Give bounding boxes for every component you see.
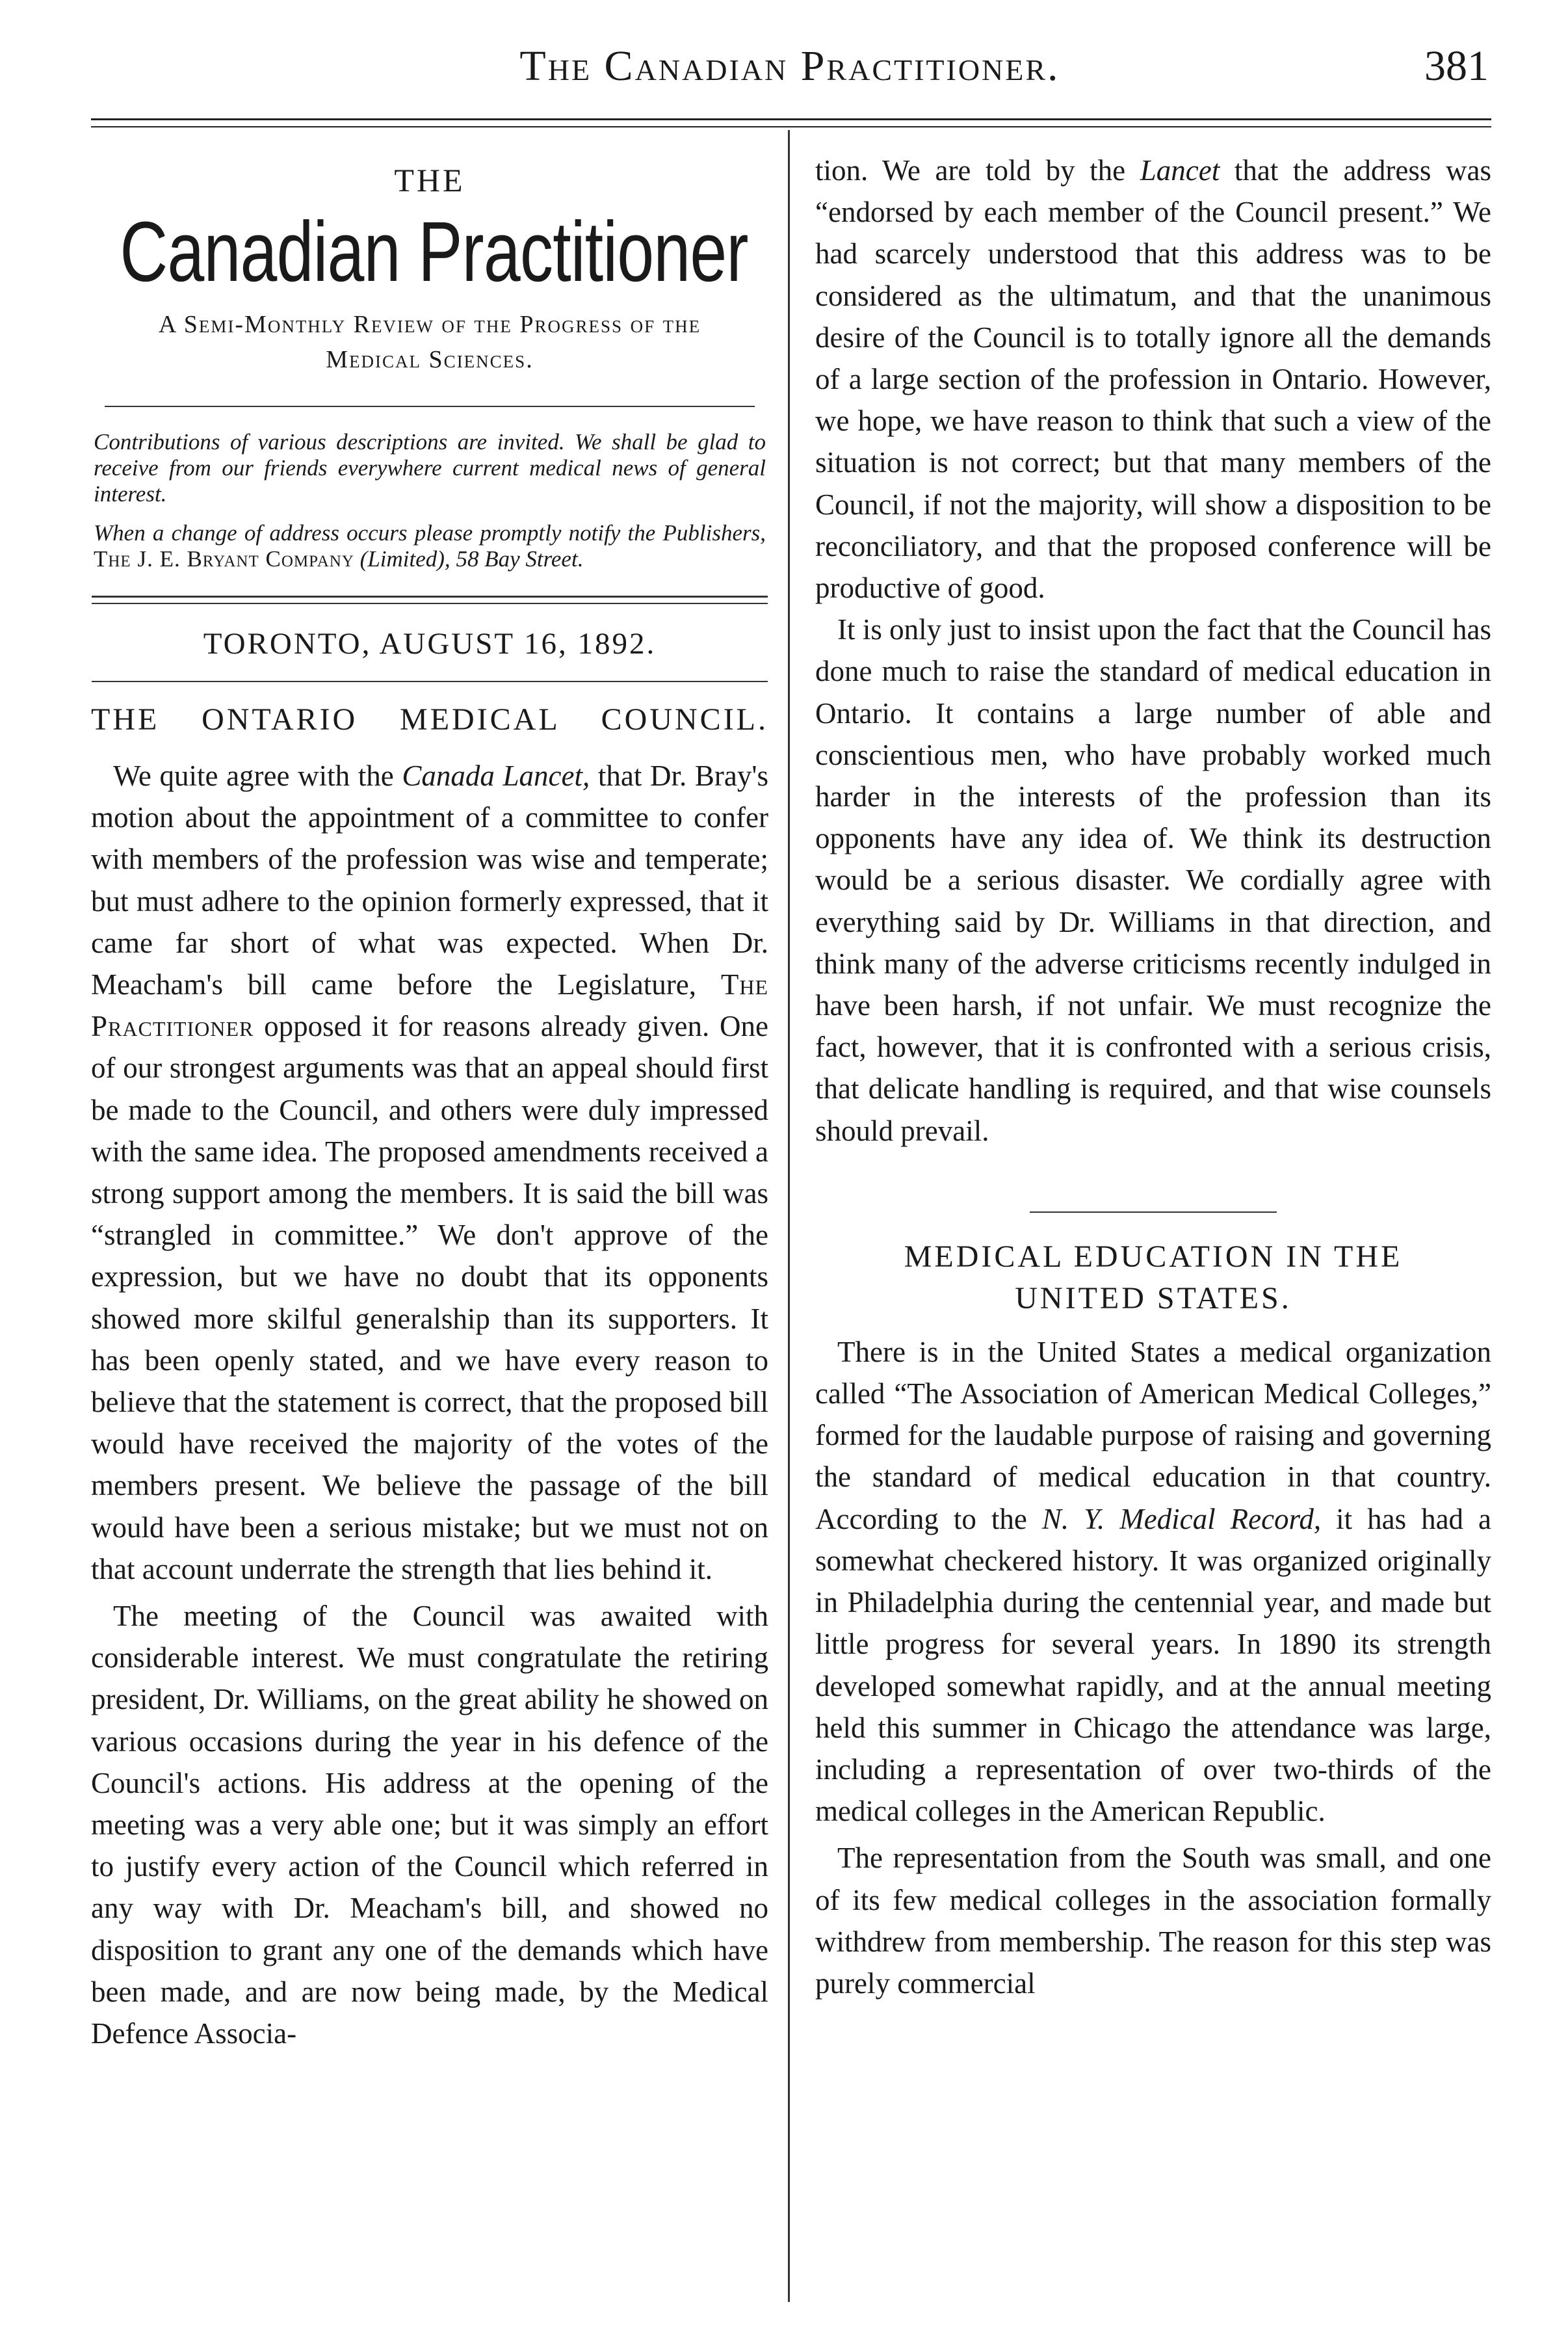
journal-name: The Practitioner xyxy=(91,968,768,1043)
article-title-medical-education-line2: UNITED STATES. xyxy=(1015,1280,1292,1316)
notice-contributions: Contributions of various descriptions are invited. We shall be glad to receive from our friends everywhere current medical news of general interest. xyxy=(94,429,766,507)
masthead-subtitle: A Semi-Monthly Review of the Progress of the Medical Sciences. xyxy=(158,311,701,373)
text-run: that Dr. Bray's motion about the appointment of a committee to confer with members of the profession was wise and temperate; but must adhere to the opinion formerly expressed, that it came far short of what was expected. When Dr. Meacham's bill came before the Legislature, xyxy=(91,760,768,1001)
article-paragraph: The representation from the South was small, and one of its few medical colleges in the association formally withdrew from membership. The reason for this step was purely commercial xyxy=(815,1842,1491,2000)
right-column xyxy=(815,150,1491,2004)
article-title-ontario-council: THE ONTARIO MEDICAL COUNCIL. xyxy=(91,702,768,737)
text-run: opposed it for reasons already given. One of our strongest arguments was that an appeal should first be made to the Council, and others were duly impressed with the same idea. The proposed amendments received a strong support among the members. It is said the bill was “strangled in committee.” We don't approve of the expression, but we have no doubt that its opponents showed more skilful generalship than its supporters. It has been openly stated, and we have every reason to believe that the statement is correct, that the proposed bill would have received the majority of the votes of the members present. We believe the passage of the bill would have been a serious mistake; but we must not on that account underrate the strength that lies behind it. xyxy=(91,1010,768,1585)
article-paragraph xyxy=(815,1331,1491,1832)
masthead-the: THE xyxy=(394,162,465,198)
article-separator xyxy=(1030,1211,1277,1213)
article-paragraph: It is only just to insist upon the fact that the Council has done much to raise the standard of medical education in Ontario. It contains a large number of able and conscientious men, who have probably worked much harder in the interests of the profession than its opponents have any idea of. We think its destruction would be a serious disaster. We cordially agree with everything said by Dr. Williams in that direction, and think many of the adverse criticisms recently indulged in have been harsh, if not unfair. We must recognize the fact, however, that it is confronted with a serious crisis, that delicate handling is required, and that wise counsels should prevail. xyxy=(815,613,1491,1147)
journal-name: N. Y. Medical Record, xyxy=(1041,1502,1322,1535)
dateline-rule xyxy=(92,681,768,682)
notice-rule-1 xyxy=(92,596,768,598)
article-paragraph xyxy=(815,150,1491,609)
journal-name: Lancet xyxy=(1140,154,1220,187)
article-paragraph: The meeting of the Council was awaited with considerable interest. We must congratulate the retiring president, Dr. Williams, on the great ability he showed on various occasions during the year in his defence of the Council's actions. His address at the opening of the meeting was a very able one; but it was simply an effort to justify every action of the Council which referred in any way with Dr. Meacham's bill, and showed no disposition to grant any one of the demands which have been made, and are now being made, by the Medical Defence Associa- xyxy=(91,1600,768,2050)
notice-rule-2 xyxy=(92,603,768,604)
text-run: tion. We are told by the xyxy=(815,154,1140,187)
masthead-title: Canadian Practitioner xyxy=(120,204,748,299)
notice-address-pre: When a change of address occurs please promptly notify the Publishers, xyxy=(94,520,766,546)
text-run: it has had a somewhat checkered history. It was organized originally in Philadelphia during the centennial year, and made but little progress for several years. In 1890 its strength developed somewhat rapidly, and at the annual meeting held this summer in Chicago the attendance was large, including a representation of over two-thirds of the medical colleges in the American Republic. xyxy=(815,1502,1491,1828)
running-head xyxy=(91,38,1489,116)
notice-address-mid: (Limited), xyxy=(354,546,456,572)
article-paragraph xyxy=(91,755,768,1590)
dateline: TORONTO, AUGUST 16, 1892. xyxy=(203,627,657,661)
publisher-name: The J. E. Bryant Company xyxy=(94,546,354,572)
masthead-rule xyxy=(105,406,755,407)
text-run: We quite agree with the xyxy=(113,760,402,792)
journal-name: Canada Lancet, xyxy=(402,760,590,792)
column-divider xyxy=(788,130,790,2302)
text-run: There is in the United States a medical organization called “The Association of American Medical Colleges,” formed for the laudable purpose of raising and governing the standard of medical education in that country. According to the xyxy=(815,1335,1491,1535)
left-column xyxy=(91,150,768,2054)
notice-change-of-address xyxy=(94,520,766,572)
text-run: that the address was “endorsed by each member of the Council present.” We had scarcely understood that this address was to be considered as the ultimatum, and that the unanimous desire of the Council is to totally ignore all the demands of a large section of the profession in Ontario. However, we hope, we have reason to think that such a view of the situation is not correct; but that many members of the Council, if not the majority, will show a disposition to be reconciliatory, and that the proposed conference will be productive of good. xyxy=(815,154,1491,605)
header-rule-top xyxy=(91,118,1491,120)
header-rule-bottom xyxy=(91,126,1491,127)
article-title-medical-education-line1: MEDICAL EDUCATION IN THE xyxy=(904,1239,1403,1274)
publisher-address: 58 Bay Street. xyxy=(456,546,584,572)
page-number: 381 xyxy=(1424,42,1489,90)
running-title: The Canadian Practitioner. xyxy=(519,42,1060,90)
